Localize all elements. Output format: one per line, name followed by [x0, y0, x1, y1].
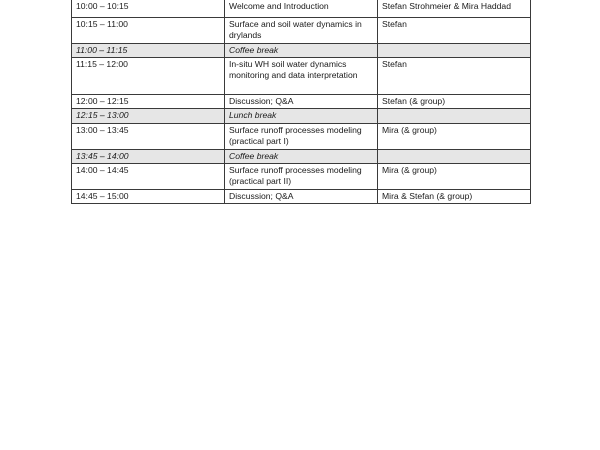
- table-row: [72, 58, 531, 95]
- session-cell: Surface runoff processes modeling (practical part II): [225, 163, 378, 189]
- presenter-cell: Mira & Stefan (& group): [378, 189, 531, 203]
- session-cell: Discussion; Q&A: [225, 189, 378, 203]
- presenter-cell: Stefan Strohmeier & Mira Haddad: [378, 0, 531, 18]
- session-cell: Surface and soil water dynamics in drylands: [225, 18, 378, 44]
- presenter-cell: Stefan (& group): [378, 95, 531, 109]
- table-row: [72, 0, 531, 18]
- table-row: [72, 163, 531, 189]
- time-cell: 12:00 – 12:15: [72, 95, 225, 109]
- time-cell: 11:00 – 11:15: [72, 44, 225, 58]
- time-cell: 13:00 – 13:45: [72, 123, 225, 149]
- presenter-cell: [378, 109, 531, 123]
- break-row: [72, 149, 531, 163]
- table-row: [72, 18, 531, 44]
- break-row: [72, 109, 531, 123]
- table-row: [72, 189, 531, 203]
- presenter-cell: Stefan: [378, 58, 531, 95]
- presenter-cell: Mira (& group): [378, 163, 531, 189]
- session-cell: Surface runoff processes modeling (practical part I): [225, 123, 378, 149]
- session-cell: Welcome and Introduction: [225, 0, 378, 18]
- time-cell: 12:15 – 13:00: [72, 109, 225, 123]
- time-cell: 10:15 – 11:00: [72, 18, 225, 44]
- time-cell: 14:45 – 15:00: [72, 189, 225, 203]
- schedule-table: [71, 0, 531, 204]
- presenter-cell: [378, 149, 531, 163]
- time-cell: 11:15 – 12:00: [72, 58, 225, 95]
- session-cell: Coffee break: [225, 44, 378, 58]
- session-cell: Discussion; Q&A: [225, 95, 378, 109]
- break-row: [72, 44, 531, 58]
- session-cell: In-situ WH soil water dynamics monitoring and data interpretation: [225, 58, 378, 95]
- table-row: [72, 95, 531, 109]
- time-cell: 10:00 – 10:15: [72, 0, 225, 18]
- table-row: [72, 123, 531, 149]
- presenter-cell: Mira (& group): [378, 123, 531, 149]
- session-cell: Coffee break: [225, 149, 378, 163]
- session-cell: Lunch break: [225, 109, 378, 123]
- time-cell: 13:45 – 14:00: [72, 149, 225, 163]
- presenter-cell: Stefan: [378, 18, 531, 44]
- presenter-cell: [378, 44, 531, 58]
- time-cell: 14:00 – 14:45: [72, 163, 225, 189]
